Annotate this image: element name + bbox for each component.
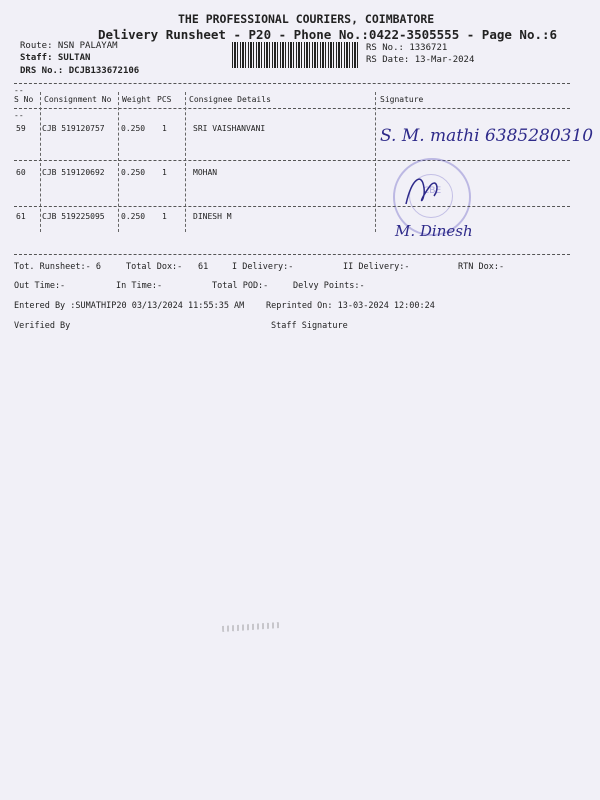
- total-pod: Total POD:-: [212, 281, 269, 291]
- rtn-dox: RTN Dox:-: [458, 262, 505, 272]
- barcode: [232, 42, 358, 68]
- divider: [14, 206, 570, 207]
- row-pcs: 1: [162, 168, 167, 177]
- divider: [14, 254, 570, 255]
- entered-by: Entered By :SUMATHIP20 03/13/2024 11:55:35 AM: [14, 301, 245, 311]
- rs-date: RS Date: 13-Mar-2024: [366, 55, 475, 65]
- rs-number: RS No.: 1336721: [366, 43, 448, 53]
- in-time: In Time:-: [116, 281, 163, 291]
- out-time: Out Time:-: [14, 281, 66, 291]
- column-line: [185, 92, 186, 232]
- ink-smudge: [222, 622, 280, 632]
- ii-delivery: II Delivery:-: [343, 262, 410, 272]
- i-delivery: I Delivery:-: [232, 262, 294, 272]
- drs-number: DRS No.: DCJB133672106: [20, 66, 140, 76]
- row-consignee: SRI VAISHANVANI: [193, 124, 266, 133]
- col-header-weight: Weight: [122, 95, 151, 104]
- row-signature: M. Dinesh: [395, 222, 473, 240]
- divider: [14, 108, 570, 109]
- row-weight: 0.250: [121, 124, 146, 133]
- column-line: [375, 92, 376, 232]
- row-weight: 0.250: [121, 168, 146, 177]
- delvy-points: Delvy Points:-: [293, 281, 365, 291]
- stamp-text: CBE: [423, 186, 442, 196]
- tot-runsheet: Tot. Runsheet:- 6: [14, 262, 101, 272]
- row-sno: 60: [16, 168, 26, 177]
- column-line: [40, 92, 41, 232]
- row-consignee: DINESH M: [193, 212, 232, 221]
- col-header-consignee: Consignee Details: [189, 95, 271, 104]
- divider-mark: --: [14, 111, 24, 120]
- staff-label: Staff: SULTAN: [20, 53, 91, 63]
- row-consignment: CJB 519225095: [42, 212, 105, 221]
- total-dox-value: 61: [198, 262, 209, 272]
- divider: [14, 83, 570, 84]
- col-header-signature: Signature: [380, 95, 424, 104]
- row-pcs: 1: [162, 212, 167, 221]
- row-pcs: 1: [162, 124, 167, 133]
- row-consignment: CJB 519120692: [42, 168, 105, 177]
- runsheet-subtitle: Delivery Runsheet - P20 - Phone No.:0422-3505555 - Page No.:6: [98, 27, 558, 42]
- divider-mark: --: [14, 86, 24, 95]
- divider: [14, 160, 570, 161]
- row-weight: 0.250: [121, 212, 146, 221]
- col-header-pcs: PCS: [157, 95, 172, 104]
- row-sno: 59: [16, 124, 26, 133]
- reprinted-on: Reprinted On: 13-03-2024 12:00:24: [266, 301, 435, 311]
- staff-signature: Staff Signature: [271, 321, 348, 331]
- col-header-consignment: Consignment No: [44, 95, 112, 104]
- company-title: THE PROFESSIONAL COURIERS, COIMBATORE: [178, 12, 435, 26]
- column-line: [118, 92, 119, 232]
- row-consignment: CJB 519120757: [42, 124, 105, 133]
- total-dox-label: Total Dox:-: [126, 262, 183, 272]
- col-header-sno: S No: [14, 95, 34, 104]
- verified-by: Verified By: [14, 321, 71, 331]
- row-sno: 61: [16, 212, 26, 221]
- row-signature: S. M. mathi 6385280310: [380, 126, 594, 146]
- route-label: Route: NSN PALAYAM: [20, 41, 118, 51]
- row-consignee: MOHAN: [193, 168, 218, 177]
